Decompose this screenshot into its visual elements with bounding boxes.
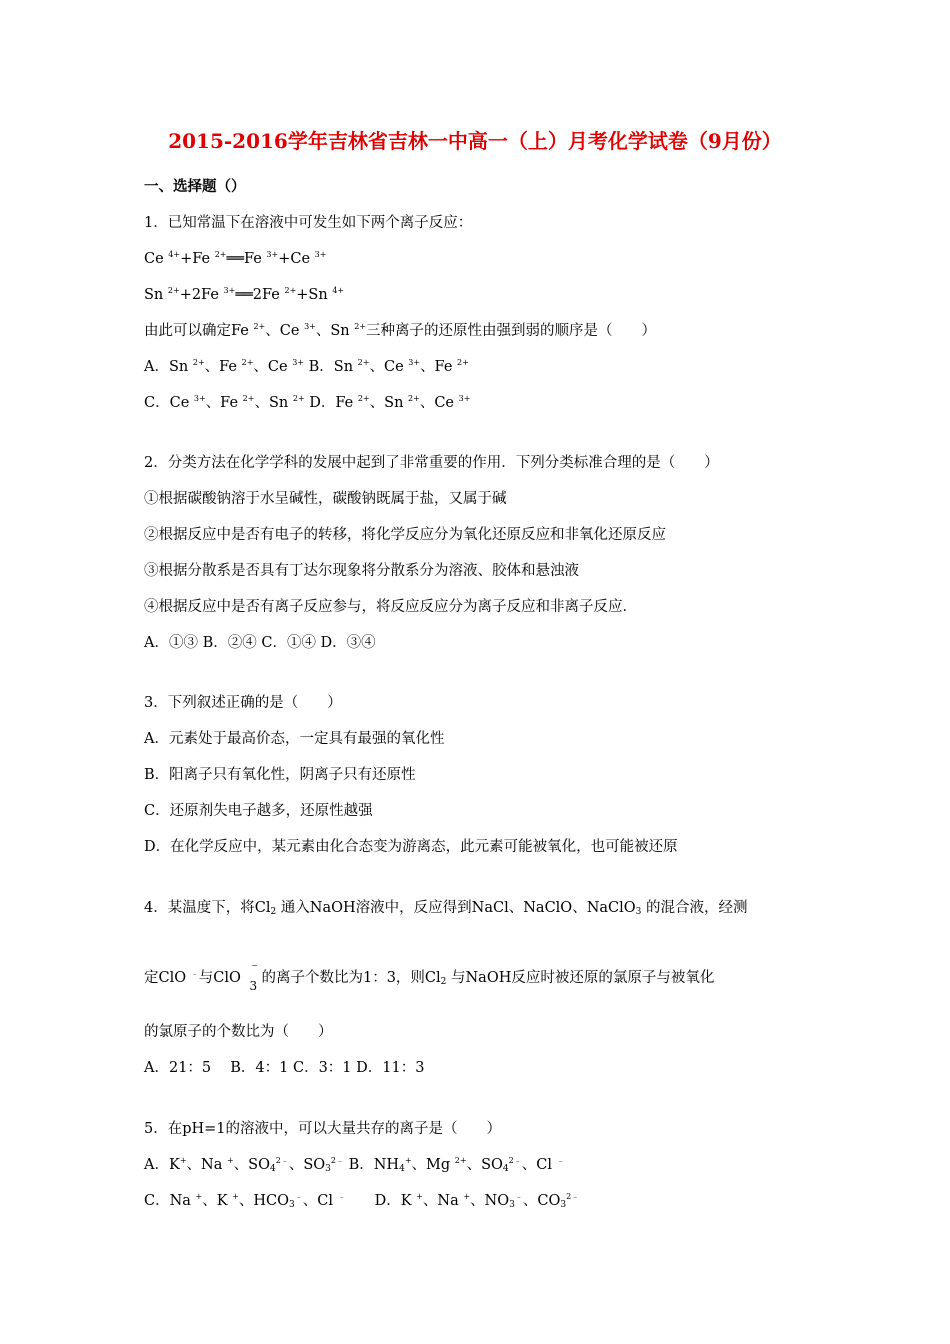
q3-option-c: C．还原剂失电子越多，还原性越强 [144,803,373,819]
q5-options-cd: C．Na +、K +、$HCO_3^﹣$、Cl ﹣ D．K +、Na +、$NO_3^﹣$、$CO_3^{2﹣}$ [144,1192,580,1210]
q1-stem: 1．已知常温下在溶液中可发生如下两个离子反应： [144,215,473,231]
clo3-ion-fraction: ﹣ 3 [248,957,261,993]
q1-options-ab: A．Sn $^{2+}$、Fe $^{2+}$、Ce $^{3+}$ B．Sn $^{2+}$、Ce $^{3+}$、Fe $^{2+}$ [144,358,469,375]
q3-option-d: D．在化学反应中，某元素由化合态变为游离态，此元素可能被氧化，也可能被还原 [144,839,678,855]
q4-line-2: 定ClO ﹣与ClO ﹣ 3 的离子个数比为1：3，则$Cl_2$ 与NaOH反应时被还原的氯原子与被氧化 [144,957,715,993]
q1-options-cd: C．Ce $^{3+}$、Fe $^{2+}$、Sn $^{2+}$ D．Fe $^{2+}$、Sn $^{2+}$、Ce $^{3+}$ [144,394,471,411]
q1-question: 由此可以确定Fe $^{2+}$、Ce $^{3+}$、Sn $^{2+}$三种离子的还原性由强到弱的顺序是（ ） [144,322,657,339]
q3-option-b: B．阳离子只有氧化性，阴离子只有还原性 [144,767,416,783]
q2-options: A．①③ B．②④ C．①④ D．③④ [144,635,376,651]
q2-statement-4: ④根据反应中是否有离子反应参与，将反应反应分为离子反应和非离子反应． [144,599,637,615]
section-heading: 一、选择题（） [144,178,246,195]
page-title: 2015-2016学年吉林省吉林一中高一（上）月考化学试卷（9月份） [168,129,782,153]
q5-stem: 5．在pH=1的溶液中，可以大量共存的离子是（ ） [144,1121,502,1137]
q3-option-a: A．元素处于最高价态，一定具有最强的氧化性 [144,731,445,747]
q4-line-3: 的氯原子的个数比为（ ） [144,1024,333,1040]
q4-options: A．21：5 B．4：1 C．3：1 D．11：3 [144,1060,425,1076]
q5-options-ab: A．K+、Na +、$SO_4^{2﹣}$、$SO_3^{2﹣}$ B．$NH_4^+$、Mg $^{2+}$、$SO_4^{2﹣}$、Cl ﹣ [144,1156,565,1174]
q1-equation-2: Sn $^{2+}$+2Fe $^{3+}$══2Fe $^{2+}$+Sn $^{4+}$ [144,286,345,303]
q2-statement-3: ③根据分散系是否具有丁达尔现象将分散系分为溶液、胶体和悬浊液 [144,563,579,579]
q2-stem: 2．分类方法在化学学科的发展中起到了非常重要的作用．下列分类标准合理的是（ ） [144,455,719,471]
q2-statement-1: ①根据碳酸钠溶于水呈碱性，碳酸钠既属于盐，又属于碱 [144,491,507,507]
q1-equation-1: Ce $^{4+}$+Fe $^{2+}$══Fe $^{3+}$+Ce $^{3+}$ [144,250,327,267]
q4-line-1: 4．某温度下，将$Cl_2$ 通入NaOH溶液中，反应得到NaCl、NaClO、NaClO$_3$ 的混合液，经测 [144,900,748,917]
q2-statement-2: ②根据反应中是否有电子的转移，将化学反应分为氧化还原反应和非氧化还原反应 [144,527,666,543]
q3-stem: 3．下列叙述正确的是（ ） [144,695,342,711]
